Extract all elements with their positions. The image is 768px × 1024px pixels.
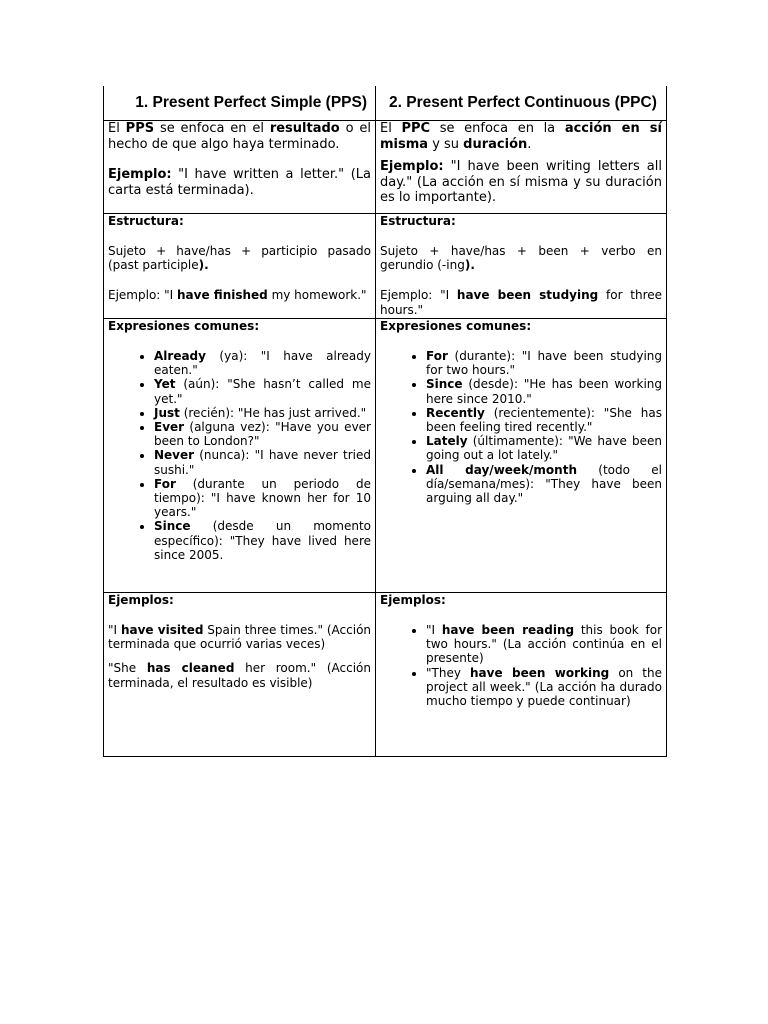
structure-label: Estructura: bbox=[380, 214, 456, 228]
list-item: • "They have been working on the project all week." (La acción ha durado mucho tiempo y puede continuar) bbox=[426, 666, 662, 709]
list-item: • Ever (alguna vez): "Have you ever been to London?" bbox=[154, 420, 371, 448]
list-item: • "I have been reading this book for two hours." (La acción continúa en el presente) bbox=[426, 623, 662, 666]
header-cell-pps bbox=[104, 86, 376, 121]
expressions-list-pps bbox=[108, 349, 371, 562]
list-item: • Already (ya): "I have already eaten." bbox=[154, 349, 371, 377]
structure-formula-pps: Sujeto + have/has + participio pasado (past participle). bbox=[108, 244, 371, 273]
structure-example-ppc: Ejemplo: "I have been studying for three hours." bbox=[380, 288, 663, 317]
examples-label: Ejemplos: bbox=[108, 593, 174, 607]
header-row bbox=[104, 86, 667, 121]
header-title-pps: 1. Present Perfect Simple (PPS) bbox=[135, 94, 367, 111]
structure-row bbox=[104, 214, 667, 319]
list-item: • Since (desde un momento específico): "They have lived here since 2005. bbox=[154, 519, 371, 562]
list-item: • For (durante): "I have been studying for two hours." bbox=[426, 349, 662, 377]
list-item: • Just (recién): "He has just arrived." bbox=[154, 406, 371, 420]
expressions-list-ppc bbox=[380, 349, 662, 505]
list-item: • Yet (aún): "She hasn’t called me yet." bbox=[154, 377, 371, 405]
list-item: • For (durante un periodo de tiempo): "I have known her for 10 years." bbox=[154, 477, 371, 520]
expressions-cell-pps bbox=[104, 319, 376, 593]
structure-cell-pps bbox=[104, 214, 376, 319]
structure-example-pps: Ejemplo: "I have finished my homework." bbox=[108, 288, 367, 303]
intro-cell-pps bbox=[104, 121, 376, 214]
list-item: • Lately (últimamente): "We have been going out a lot lately." bbox=[426, 434, 662, 462]
list-item: • Since (desde): "He has been working here since 2010." bbox=[426, 377, 662, 405]
list-item: • Recently (recientemente): "She has been feeling tired recently." bbox=[426, 406, 662, 434]
expressions-cell-ppc bbox=[376, 319, 667, 593]
header-title-ppc: 2. Present Perfect Continuous (PPC) bbox=[389, 94, 657, 111]
examples-row bbox=[104, 593, 667, 757]
intro-text-pps: El PPS se enfoca en el resultado o el hecho de que algo haya terminado. bbox=[108, 121, 371, 152]
examples-cell-pps bbox=[104, 593, 376, 757]
structure-cell-ppc bbox=[376, 214, 667, 319]
example-pps-2: "She has cleaned her room." (Acción terminada, el resultado es visible) bbox=[108, 661, 371, 690]
intro-example-ppc: Ejemplo: "I have been writing letters all day." (La acción en sí misma y su duración es lo importante). bbox=[380, 159, 662, 205]
intro-example-pps: Ejemplo: "I have written a letter." (La carta está terminada). bbox=[108, 167, 371, 198]
list-item: • All day/week/month (todo el día/semana/mes): "They have been arguing all day." bbox=[426, 463, 662, 506]
intro-cell-ppc bbox=[376, 121, 667, 214]
examples-cell-ppc bbox=[376, 593, 667, 757]
examples-label: Ejemplos: bbox=[380, 593, 446, 607]
example-pps-1: "I have visited Spain three times." (Acción terminada que ocurrió varias veces) bbox=[108, 623, 372, 652]
structure-formula-ppc: Sujeto + have/has + been + verbo en gerundio (-ing). bbox=[380, 244, 662, 273]
expressions-row bbox=[104, 319, 667, 593]
expressions-label: Expresiones comunes: bbox=[380, 319, 532, 333]
expressions-label: Expresiones comunes: bbox=[108, 319, 260, 333]
structure-label: Estructura: bbox=[108, 214, 184, 228]
intro-row bbox=[104, 121, 667, 214]
header-cell-ppc bbox=[376, 86, 667, 121]
list-item: • Never (nunca): "I have never tried sushi." bbox=[154, 448, 371, 476]
intro-text-ppc: El PPC se enfoca en la acción en sí misma y su duración. bbox=[380, 121, 662, 152]
examples-list-ppc bbox=[380, 623, 662, 708]
grammar-comparison-table bbox=[103, 86, 667, 757]
